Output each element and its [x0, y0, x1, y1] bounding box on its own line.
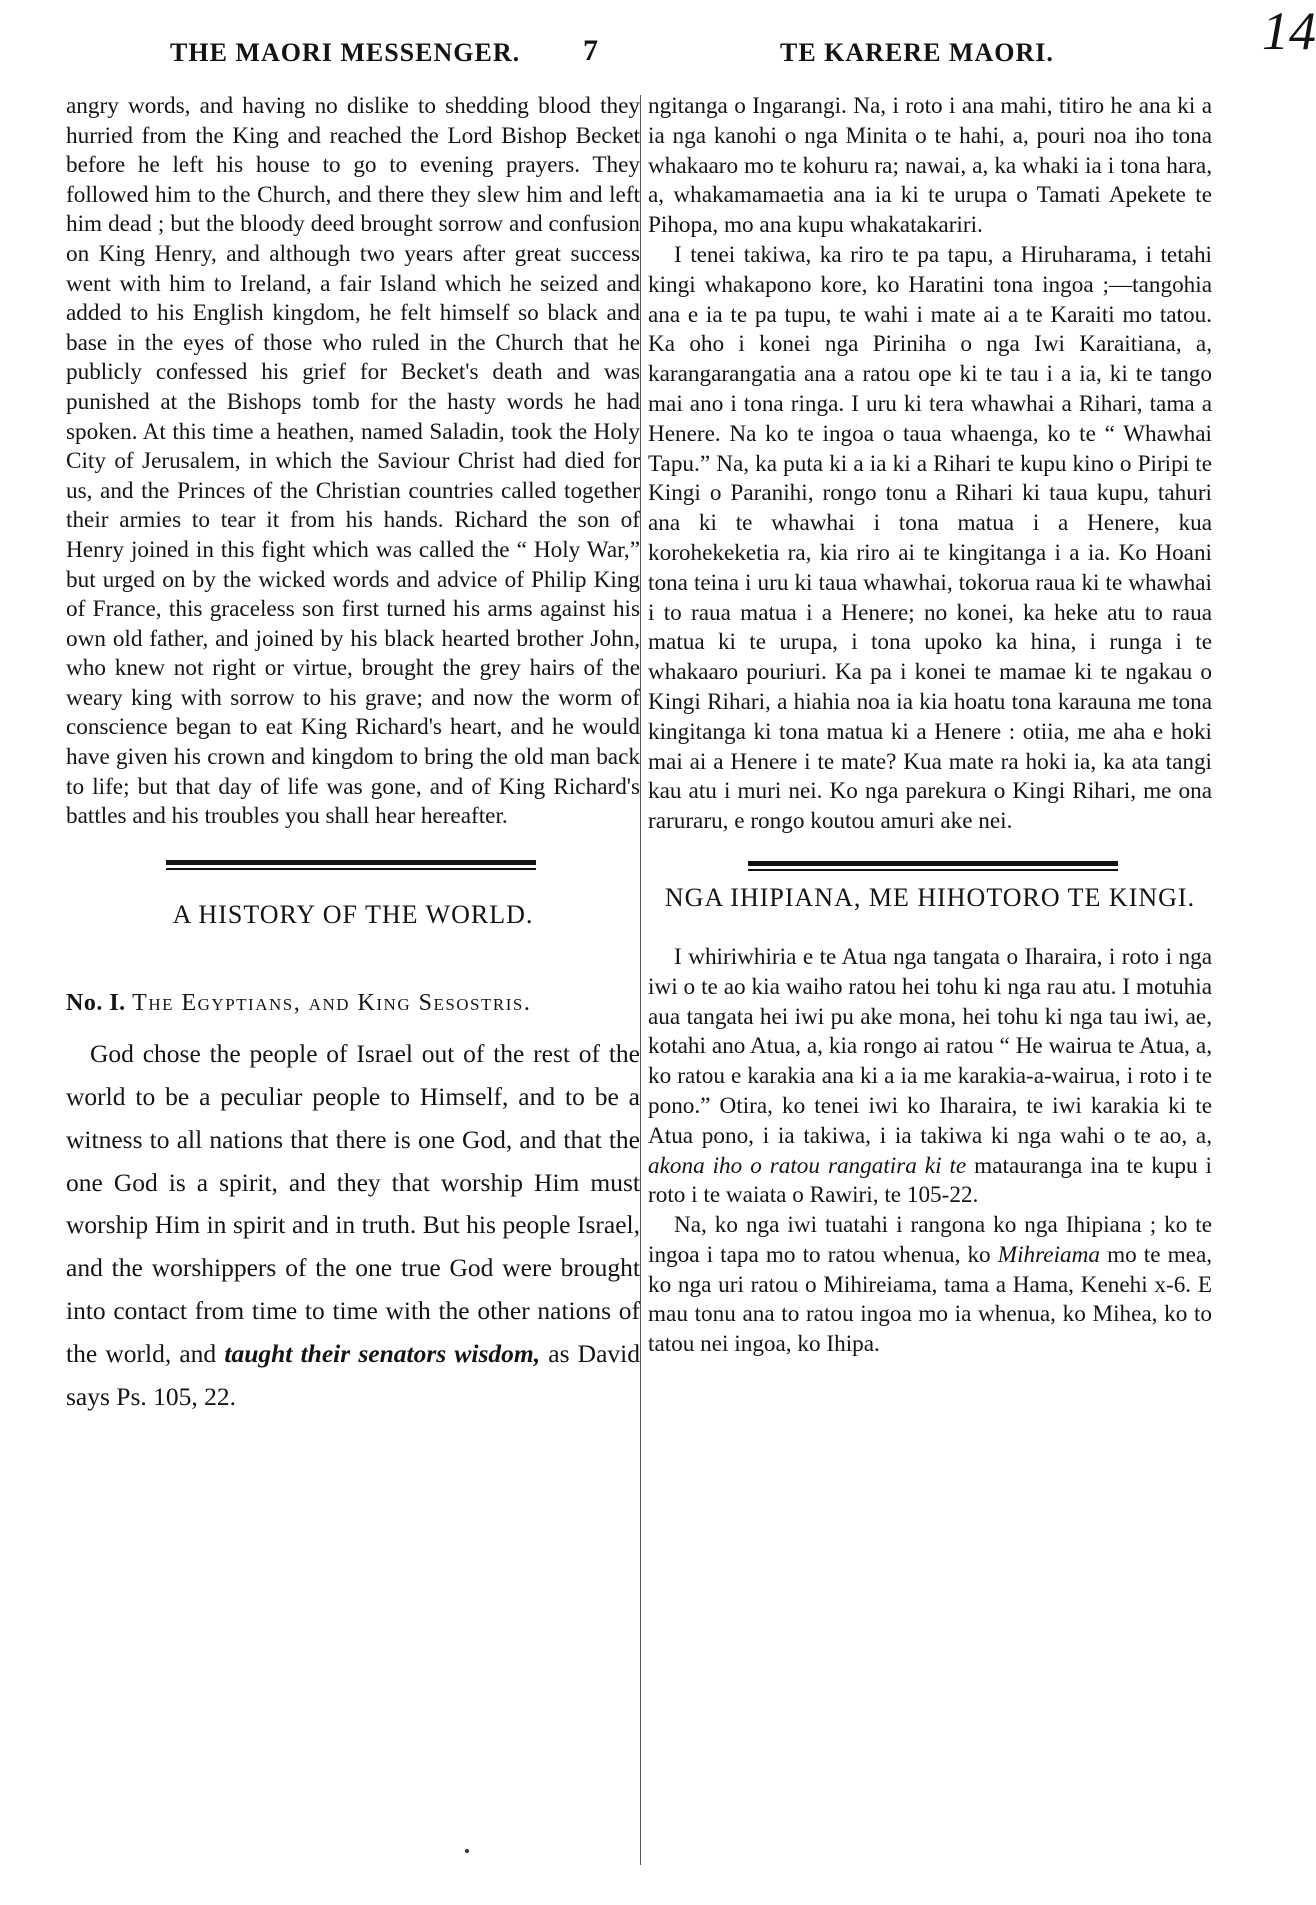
page-number: 7	[583, 34, 599, 67]
section-title-ihipiana: NGA IHIPIANA, ME HIHOTORO TE KINGI.	[664, 882, 1196, 912]
masthead-maori: TE KARERE MAORI.	[780, 38, 1054, 67]
right-paragraph-3	[648, 943, 1212, 1211]
left-continued-text: angry words, and having no dislike to shedding blood they hurried from the King and reached the Lord Bishop Becket before he left his house to go to evening prayers. They followed him to the Church, and there they slew him and left him dead ; but the bloody deed brought sorrow and confusion on King Henry, and although two years after great success went with him to Ireland, a fair Island which he seized and added to his English kingdom, he felt himself so black and base in the eyes of those who ruled in the Church that he publicly confessed his grief for Becket's death and was punished at the Bishops tomb for the hasty words he had spoken. At this time a heathen, named Saladin, took the Holy City of Jerusalem, in which the Saviour Christ had died for us, and the Princes of the Christian countries called together their armies to tear it from his hands. Richard the son of Henry joined in this fight which was called the “ Holy War,” but urged on by the wicked words and advice of Philip King of France, this graceless son first turned his arms against his own old father, and joined by his black hearted brother John, who knew not right or virtue, brought the grey hairs of the weary king with sorrow to his grave; and now the worm of conscience began to eat King Richard's heart, and he would have given his crown and kingdom to bring the old man back to life; but that day of life was gone, and of King Richard's battles and his troubles you shall hear hereafter.	[66, 93, 640, 830]
corner-mark: 14	[1262, 1, 1316, 61]
page-header	[150, 34, 1230, 78]
right-continued-text: ngitanga o Ingarangi. Na, i roto i ana mahi, titiro he ana ki a ia nga kanohi o nga Minita o te hahi, a, pouri noa iho tona whakaaro mo te kohuru ra; nawai, a, ka whaki ia i tona hara, a, whakamamaetia ana ia ki te urupa o Tamati Apekete te Pihopa, mo ana kupu whakatakariri.	[648, 93, 1212, 239]
history-italic-quote: taught their senators wisdom,	[224, 1339, 541, 1369]
paragraph-3-text-end: matauranga ina te kupu i roto i te waiata o Rawiri, te 105-22.	[648, 1152, 1212, 1209]
section-divider-ornament-right	[648, 857, 1212, 875]
masthead-english: THE MAORI MESSENGER.	[170, 38, 521, 67]
history-subhead	[66, 990, 640, 1017]
paragraph-4-text-end: mo te mea, ko nga uri ratou o Mihireiama, tama a Hama, Kenehi x-6. E mau tonu ana to ratou ingoa mo ia whenua, ko Mihea, ko to tatou nei ingoa, ko Ihipa.	[648, 1241, 1213, 1358]
history-paragraph	[66, 1033, 640, 1419]
paragraph-4-italic: Mihreiama	[997, 1241, 1100, 1268]
right-paragraph-2: I tenei takiwa, ka riro te pa tapu, a Hiruharama, i tetahi kingi whakapono kore, ko Haratini tona ingoa ;—tangohia ana e ia te pa tupu, te wahi i mate ai a te Karaiti mo tatou. Ka oho i konei nga Piriniha o nga Iwi Karaitiana, a, karangarangatia ana a ratou ope ki te tau i a ia, ki te tango mai ano i tona ringa. I uru ki tera whawhai a Rihari, tama a Henere. Na ko te ingoa o taua whaenga, ko te “ Whawhai Tapu.” Na, ka puta ki a ia ki a Rihari te kupu kino o Piripi te Kingi o Paranihi, rongo tonu a Rihari ki taua kupu, tahuri ana ki te whawhai i tona matua i a Henere, kua korohekeketia ra, kia riro ai te kingitanga i a ia. Ko Hoani tona teina i uru ki taua whawhai, tokorua raua ki te whawhai i to raua matua i a Henere; no konei, ka heke atu to raua matua ki te urupa, i tona upoko ka hina, i runga i te whakaaro pouriuri. Ka pa i konei te mamae ki te ngakau o Kingi Rihari, a hiahia noa ia kia hoatu tona karauna me tona kingitanga ki tona matua ki a Henere : otiia, me aha e hoki mai ai a Henere i te mate? Kua mate ra hoki ia, ka ata tangi kau atu i muri nei. Ko nga parekura o Kingi Rihari, me ona raruraru, e rongo koutou amuri ake nei.	[648, 241, 1212, 835]
history-text: God chose the people of Israel out of the rest of the world to be a peculiar people to Himself, and to be a witness to all nations that there is one God, and that the one God is a spirit, and they that worship Him must worship Him in spirit and in truth. But his people Israel, and the worshippers of the one true God were brought into contact from time to time with the other nations of the world, and	[66, 1038, 640, 1369]
paragraph-3-text: I whiriwhiria e te Atua nga tangata o Iharaira, i roto i nga iwi o te ao kia waiho ratou hei tohu ki nga rau atu. I motuhia aua tangata hei iwi pu ake mona, hei tohu ki nga tau iwi, ae, kotahi ano Atua, a, kia rongo ai ratou “ He wairua te Atua, a, ko ratou e karakia ana ki a ia me karakia-a-wairua, i roto i te pono.” Otira, ko tenei iwi ko Iharaira, te iwi karakia ki te Atua pono, i ia takiwa, i ia takiwa ki nga wahi o te ao, a,	[648, 943, 1212, 1149]
right-paragraph-4	[648, 1211, 1212, 1360]
subhead-title: The Egyptians, and King Sesostris.	[132, 989, 532, 1016]
history-text-end: as David says Ps. 105, 22.	[66, 1339, 640, 1412]
subhead-number: No. I.	[66, 989, 126, 1016]
left-column	[66, 92, 640, 1419]
column-divider	[640, 95, 641, 1865]
print-speck	[465, 1849, 469, 1853]
section-divider-ornament	[66, 856, 640, 874]
paragraph-3-italic: akona iho o ratou rangatira ki te	[648, 1152, 967, 1179]
right-column	[648, 92, 1212, 1360]
section-title-history: A HISTORY OF THE WORLD.	[172, 899, 534, 929]
paragraph-4-text: Na, ko nga iwi tuatahi i rangona ko nga Ihipiana ; ko te ingoa i tapa mo to ratou whenua, ko	[648, 1212, 1212, 1268]
